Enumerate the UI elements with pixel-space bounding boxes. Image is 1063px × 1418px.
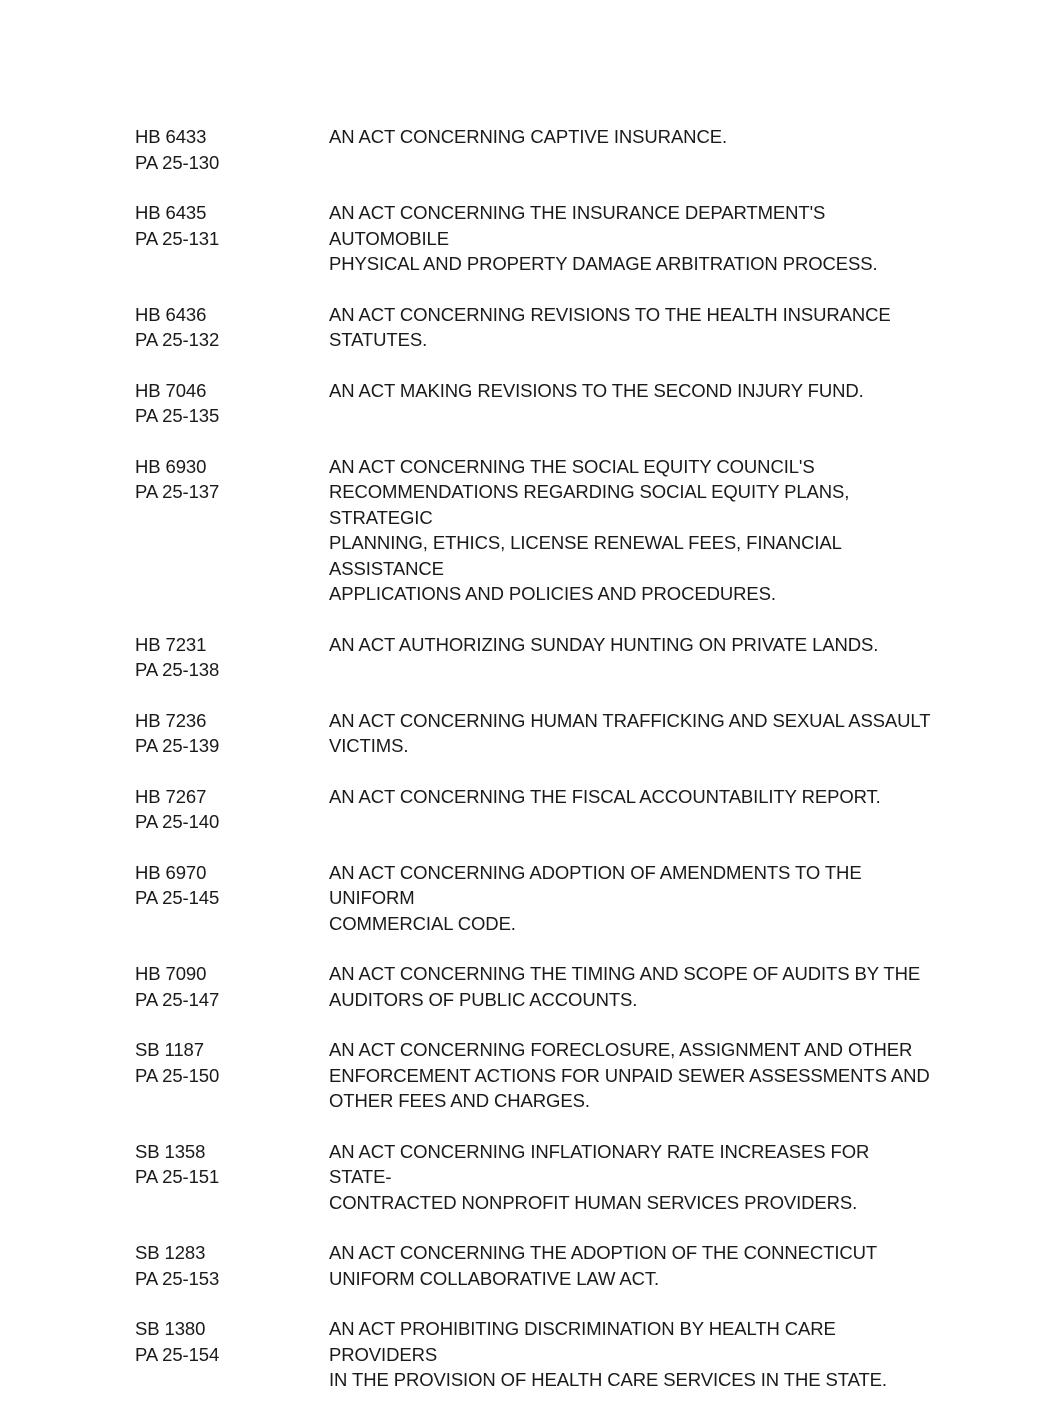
act-title: AN ACT MAKING REVISIONS TO THE SECOND INJURY FUND. xyxy=(329,379,864,401)
act-identifiers xyxy=(135,1037,329,1114)
act-identifiers xyxy=(135,708,329,759)
act-title: AN ACT CONCERNING THE FISCAL ACCOUNTABILITY REPORT. xyxy=(329,785,881,807)
bill-number: HB 6435 xyxy=(135,202,207,223)
bill-number: SB 1187 xyxy=(135,1039,204,1060)
public-act-number: PA 25-154 xyxy=(135,1343,220,1365)
act-entry xyxy=(135,454,935,607)
public-act-number: PA 25-137 xyxy=(135,481,220,502)
act-entry xyxy=(135,1037,935,1114)
act-entry xyxy=(135,200,935,277)
act-title: AN ACT CONCERNING CAPTIVE INSURANCE. xyxy=(329,126,727,147)
public-act-number: PA 25-150 xyxy=(135,1064,220,1086)
act-title: AN ACT AUTHORIZING SUNDAY HUNTING ON PRIVATE LANDS. xyxy=(329,633,879,655)
public-act-number: PA 25-135 xyxy=(135,405,220,426)
bill-number: HB 6970 xyxy=(135,861,207,883)
bill-number: HB 7236 xyxy=(135,709,207,731)
act-title: AN ACT CONCERNING FORECLOSURE, ASSIGNMENT AND OTHER ENFORCEMENT ACTIONS FOR UNPAID SEWER ASSESSMENTS AND OTHER FEES AND CHARGES. xyxy=(329,1039,930,1111)
act-list xyxy=(135,124,935,1418)
public-act-number: PA 25-130 xyxy=(135,151,220,173)
act-entry xyxy=(135,378,935,429)
bill-number: SB 1380 xyxy=(135,1318,206,1339)
act-entry xyxy=(135,1139,935,1216)
act-identifiers xyxy=(135,1316,329,1393)
bill-number: HB 7267 xyxy=(135,785,207,807)
act-title: AN ACT CONCERNING THE INSURANCE DEPARTMENT'S AUTOMOBILE PHYSICAL AND PROPERTY DAMAGE ARBITRATION PROCESS. xyxy=(329,202,878,274)
act-identifiers xyxy=(135,1240,329,1291)
bill-number: SB 1283 xyxy=(135,1242,206,1263)
act-identifiers xyxy=(135,200,329,277)
public-act-number: PA 25-145 xyxy=(135,887,220,908)
act-title: AN ACT CONCERNING THE TIMING AND SCOPE OF AUDITS BY THE AUDITORS OF PUBLIC ACCOUNTS. xyxy=(329,963,921,1010)
act-title: AN ACT CONCERNING REVISIONS TO THE HEALTH INSURANCE STATUTES. xyxy=(329,303,891,350)
act-entry xyxy=(135,784,935,835)
public-act-number: PA 25-140 xyxy=(135,811,220,832)
act-entry xyxy=(135,961,935,1012)
act-identifiers xyxy=(135,784,329,835)
public-act-number: PA 25-147 xyxy=(135,988,220,1010)
bill-number: HB 6436 xyxy=(135,303,207,325)
act-entry xyxy=(135,1316,935,1393)
act-entry xyxy=(135,1240,935,1291)
act-identifiers xyxy=(135,1139,329,1216)
act-entry xyxy=(135,124,935,175)
public-act-number: PA 25-132 xyxy=(135,329,220,350)
bill-number: HB 7090 xyxy=(135,963,207,984)
bill-number: HB 7231 xyxy=(135,633,207,655)
bill-number: HB 7046 xyxy=(135,379,207,401)
act-identifiers xyxy=(135,860,329,937)
act-entry xyxy=(135,632,935,683)
act-entry xyxy=(135,860,935,937)
public-act-number: PA 25-131 xyxy=(135,227,220,249)
act-identifiers xyxy=(135,124,329,175)
public-act-number: PA 25-153 xyxy=(135,1267,220,1289)
public-act-number: PA 25-151 xyxy=(135,1166,220,1187)
act-identifiers xyxy=(135,302,329,353)
bill-number: HB 6433 xyxy=(135,126,207,147)
bill-number: HB 6930 xyxy=(135,455,207,477)
public-act-number: PA 25-139 xyxy=(135,735,220,756)
act-title: AN ACT CONCERNING THE SOCIAL EQUITY COUNCIL'S RECOMMENDATIONS REGARDING SOCIAL EQUITY PLANS, STRATEGIC PLANNING, ETHICS, LICENSE RENEWAL FEES, FINANCIAL ASSISTANCE APPLICATIONS AND POLICIES AND PROCEDURES. xyxy=(329,455,850,604)
public-act-number: PA 25-138 xyxy=(135,659,220,680)
act-title: AN ACT CONCERNING HUMAN TRAFFICKING AND SEXUAL ASSAULT VICTIMS. xyxy=(329,709,931,756)
act-entry xyxy=(135,302,935,353)
act-title: AN ACT CONCERNING ADOPTION OF AMENDMENTS TO THE UNIFORM COMMERCIAL CODE. xyxy=(329,861,862,934)
bill-number: SB 1358 xyxy=(135,1140,206,1162)
act-entry xyxy=(135,708,935,759)
act-identifiers xyxy=(135,378,329,429)
act-title: AN ACT CONCERNING THE ADOPTION OF THE CONNECTICUT UNIFORM COLLABORATIVE LAW ACT. xyxy=(329,1242,878,1289)
act-title: AN ACT PROHIBITING DISCRIMINATION BY HEALTH CARE PROVIDERS IN THE PROVISION OF HEALTH CARE SERVICES IN THE STATE. xyxy=(329,1318,887,1390)
act-identifiers xyxy=(135,632,329,683)
act-identifiers xyxy=(135,961,329,1012)
act-title: AN ACT CONCERNING INFLATIONARY RATE INCREASES FOR STATE- CONTRACTED NONPROFIT HUMAN SERVICES PROVIDERS. xyxy=(329,1140,870,1213)
act-identifiers xyxy=(135,454,329,607)
